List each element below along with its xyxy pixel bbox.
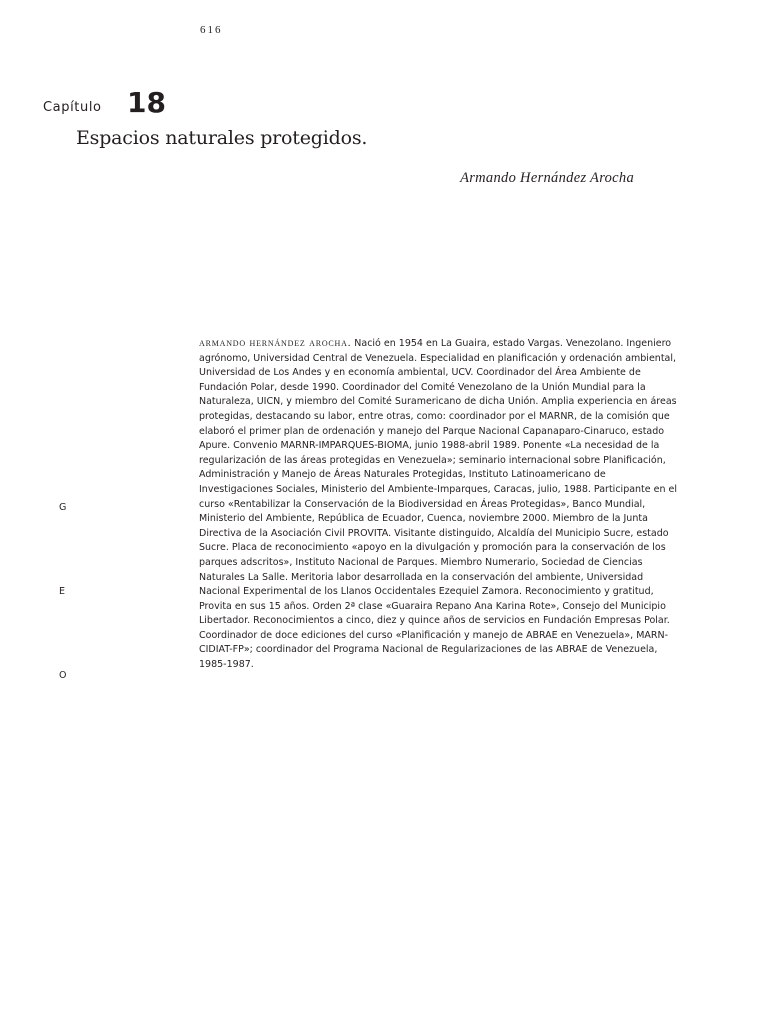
bio-text: Nació en 1954 en La Guaira, estado Vargas. Venezolano. Ingeniero agrónomo, Universidad Central de Venezuela. Especialidad en planificación y ordenación ambiental, Universidad de Los Andes y en economía ambiental, UCV. Coordinador del Área Ambiente de Fundación Polar, desde 1990. Coordinador del Comité Venezolano de la Unión Mundial para la Naturaleza, UICN, y miembro del Comité Suramericano de dicha Unión. Amplia experiencia en áreas protegidas, destacando su labor, entre otras, como: coordinador por el MARNR, de la comisión que elaboró el primer plan de ordenación y manejo del Parque Nacional Capanaparo-Cinaruco, estado Apure. Convenio MARNR-IMPARQUES-BIOMA, junio 1988-abril 1989. Ponente «La necesidad de la regularización de las áreas protegidas en Venezuela»; seminario internacional sobre Planificación, Administración y Manejo de Áreas Naturales Protegidas, Instituto Latinoamericano de Investigaciones Sociales, Ministerio del Ambiente-Imparques, Caracas, julio, 1988. Participante en el curso «Rentabilizar la Conservación de la Biodiversidad en Áreas Protegidas», Banco Mundial, Ministerio del Ambiente, República de Ecuador, Cuenca, noviembre 2000. Miembro de la Junta Directiva de la Asociación Civil PROVITA. Visitante distinguido, Alcaldía del Municipio Sucre, estado Sucre. Placa de reconocimiento «apoyo en la divulgación y promoción para la conservación de los parques adscritos», Instituto Nacional de Parques. Miembro Numerario, Sociedad de Ciencias Naturales La Salle. Meritoria labor desarrollada en la conservación del ambiente, Universidad Nacional Experimental de los Llanos Occidentales Ezequiel Zamora. Reconocimiento y gratitud, Provita en sus 15 años. Orden 2ª clase «Guaraira Repano Ana Karina Rote», Consejo del Municipio Libertador. Reconocimientos a cinco, diez y quince años de servicios en Fundación Empresas Polar. Coordinador de doce ediciones del curso «Planificación y manejo de ABRAE en Venezuela», MARN-CIDIAT-FP»; coordinador del Programa Nacional de Regularizaciones de las ABRAE de Venezuela, 1985-1987. xyxy=(199,338,678,671)
page-number: 616 xyxy=(200,24,223,36)
author-byline: Armando Hernández Arocha xyxy=(460,170,634,186)
chapter-title: Espacios naturales protegidos. xyxy=(76,127,368,149)
author-biography xyxy=(199,336,678,673)
bio-author-name: armando hernández arocha. xyxy=(199,337,352,349)
side-letter-g: G xyxy=(59,502,67,513)
chapter-number: 18 xyxy=(127,86,166,119)
chapter-label: Capítulo xyxy=(43,100,102,115)
side-letter-o: O xyxy=(59,670,67,681)
side-letter-e: E xyxy=(59,586,66,597)
